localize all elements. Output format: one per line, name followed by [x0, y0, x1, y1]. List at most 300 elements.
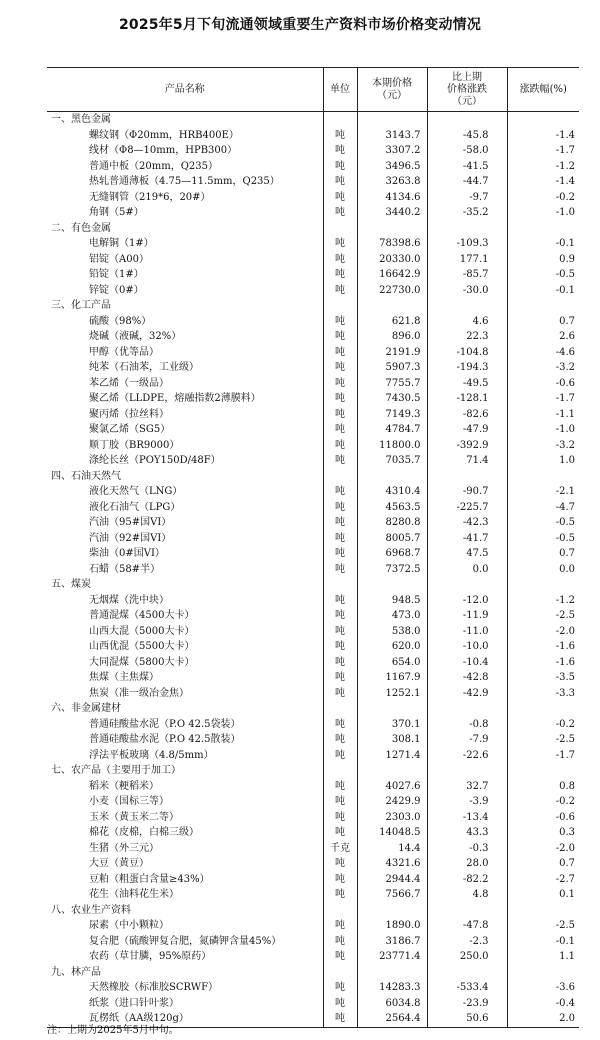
- section-row: [47, 903, 579, 919]
- change-percent-cell: 1.0: [507, 453, 579, 469]
- change-percent-cell: 0.7: [507, 856, 579, 872]
- change-percent-cell: -0.5: [507, 267, 579, 283]
- current-price-cell: 78398.6: [357, 236, 427, 252]
- current-price-cell: 4134.6: [357, 190, 427, 206]
- change-percent-cell: -1.7: [507, 391, 579, 407]
- current-price-cell: 896.0: [357, 329, 427, 345]
- price-table: [47, 67, 579, 1028]
- empty-cell: [427, 112, 507, 128]
- product-name-cell: 生猪（外三元）: [89, 842, 159, 854]
- change-percent-cell: 2.6: [507, 329, 579, 345]
- product-name-cell: 甲醇（优等品）: [89, 346, 159, 358]
- price-change-cell: 250.0: [427, 949, 507, 965]
- current-price-cell: 4310.4: [357, 484, 427, 500]
- section-row: [47, 469, 579, 485]
- product-name-cell: 液化石油气（LPG）: [89, 501, 181, 513]
- product-name-cell: 山西大混（5000大卡）: [89, 625, 195, 637]
- product-name-cell: 无烟煤（洗中块）: [89, 594, 169, 606]
- unit-cell: 吨: [323, 484, 357, 500]
- unit-cell: 吨: [323, 779, 357, 795]
- empty-cell: [323, 763, 357, 779]
- table-row: [47, 732, 579, 748]
- price-change-cell: 4.6: [427, 314, 507, 330]
- product-name-cell: 稻米（粳稻米）: [89, 780, 159, 792]
- unit-cell: 吨: [323, 422, 357, 438]
- price-change-cell: -30.0: [427, 283, 507, 299]
- table-row: [47, 856, 579, 872]
- product-name-cell: 瓦楞纸（AA级120g）: [89, 1013, 189, 1024]
- table-row: [47, 779, 579, 795]
- unit-cell: 吨: [323, 717, 357, 733]
- product-name-cell: 普通硅酸盐水泥（P.O 42.5散装）: [89, 734, 241, 745]
- table-row: [47, 686, 579, 702]
- current-price-cell: 7372.5: [357, 562, 427, 578]
- empty-cell: [357, 965, 427, 981]
- current-price-cell: 2429.9: [357, 794, 427, 810]
- change-percent-cell: 2.0: [507, 1011, 579, 1027]
- product-name-cell: 涤纶长丝（POY150D/48F）: [89, 455, 221, 466]
- price-change-cell: -22.6: [427, 748, 507, 764]
- price-change-cell: -11.0: [427, 624, 507, 640]
- current-price-cell: 3186.7: [357, 934, 427, 950]
- empty-cell: [357, 577, 427, 593]
- section-row: [47, 965, 579, 981]
- current-price-cell: 1271.4: [357, 748, 427, 764]
- price-change-cell: -41.5: [427, 159, 507, 175]
- table-row: [47, 438, 579, 454]
- unit-cell: 吨: [323, 128, 357, 144]
- empty-cell: [507, 701, 579, 717]
- table-header-row: [47, 68, 579, 112]
- current-price-cell: 538.0: [357, 624, 427, 640]
- unit-cell: 吨: [323, 143, 357, 159]
- unit-cell: 吨: [323, 391, 357, 407]
- price-change-cell: -49.5: [427, 376, 507, 392]
- price-change-cell: -392.9: [427, 438, 507, 454]
- product-name-cell: 普通混煤（4500大卡）: [89, 610, 195, 621]
- product-name-cell: 大同混煤（5800大卡）: [89, 656, 195, 668]
- empty-cell: [507, 298, 579, 314]
- table-row: [47, 376, 579, 392]
- current-price-cell: 1890.0: [357, 918, 427, 934]
- unit-cell: 吨: [323, 314, 357, 330]
- product-name-cell: 苯乙烯（一级品）: [89, 377, 169, 389]
- change-percent-cell: -1.2: [507, 159, 579, 175]
- price-change-cell: -85.7: [427, 267, 507, 283]
- table-row: [47, 500, 579, 516]
- change-percent-cell: -1.1: [507, 407, 579, 423]
- price-change-cell: 43.3: [427, 825, 507, 841]
- price-change-cell: -109.3: [427, 236, 507, 252]
- header-change-percent: 涨跌幅(%): [507, 68, 579, 112]
- current-price-cell: 3263.8: [357, 174, 427, 190]
- table-row: [47, 267, 579, 283]
- unit-cell: 吨: [323, 345, 357, 361]
- change-percent-cell: -0.1: [507, 236, 579, 252]
- section-title: 八、农业生产资料: [51, 904, 131, 916]
- price-change-cell: -2.3: [427, 934, 507, 950]
- table-row: [47, 391, 579, 407]
- current-price-cell: 23771.4: [357, 949, 427, 965]
- price-change-cell: -41.7: [427, 531, 507, 547]
- table-row: [47, 236, 579, 252]
- section-row: [47, 577, 579, 593]
- change-percent-cell: -1.4: [507, 128, 579, 144]
- change-percent-cell: -2.0: [507, 841, 579, 857]
- empty-cell: [323, 221, 357, 237]
- current-price-cell: 6968.7: [357, 546, 427, 562]
- product-name-cell: 电解铜（1#）: [89, 238, 154, 249]
- current-price-cell: 3307.2: [357, 143, 427, 159]
- current-price-cell: 7035.7: [357, 453, 427, 469]
- change-percent-cell: 0.3: [507, 825, 579, 841]
- unit-cell: 吨: [323, 205, 357, 221]
- table-row: [47, 670, 579, 686]
- unit-cell: 吨: [323, 593, 357, 609]
- unit-cell: 吨: [323, 190, 357, 206]
- table-row: [47, 314, 579, 330]
- empty-cell: [427, 701, 507, 717]
- empty-cell: [357, 701, 427, 717]
- table-row: [47, 825, 579, 841]
- product-name-cell: 铅锭（1#）: [89, 269, 144, 280]
- current-price-cell: 14.4: [357, 841, 427, 857]
- unit-cell: 吨: [323, 608, 357, 624]
- unit-cell: 吨: [323, 639, 357, 655]
- table-row: [47, 531, 579, 547]
- unit-cell: 吨: [323, 329, 357, 345]
- product-name-cell: 铝锭（A00）: [89, 253, 149, 265]
- change-percent-cell: 0.8: [507, 779, 579, 795]
- table-row: [47, 608, 579, 624]
- change-percent-cell: -2.1: [507, 484, 579, 500]
- section-row: [47, 701, 579, 717]
- product-name-cell: 普通硅酸盐水泥（P.O 42.5袋装）: [89, 718, 241, 730]
- table-row: [47, 252, 579, 268]
- unit-cell: 吨: [323, 872, 357, 888]
- product-name-cell: 烧碱（液碱，32%）: [89, 331, 182, 342]
- empty-cell: [507, 577, 579, 593]
- current-price-cell: 16642.9: [357, 267, 427, 283]
- table-row: [47, 205, 579, 221]
- unit-cell: 吨: [323, 562, 357, 578]
- current-price-cell: 4784.7: [357, 422, 427, 438]
- unit-cell: 吨: [323, 996, 357, 1012]
- current-price-cell: 11800.0: [357, 438, 427, 454]
- unit-cell: 吨: [323, 515, 357, 531]
- current-price-cell: 14048.5: [357, 825, 427, 841]
- section-row: [47, 763, 579, 779]
- table-row: [47, 329, 579, 345]
- unit-cell: 吨: [323, 500, 357, 516]
- section-title: 七、农产品（主要用于加工）: [51, 765, 181, 776]
- unit-cell: 吨: [323, 670, 357, 686]
- price-change-cell: -128.1: [427, 391, 507, 407]
- price-change-cell: 71.4: [427, 453, 507, 469]
- table-row: [47, 918, 579, 934]
- product-name-cell: 柴油（0#国VI）: [89, 548, 165, 559]
- product-name-cell: 天然橡胶（标准胶SCRWF）: [89, 982, 219, 993]
- current-price-cell: 1252.1: [357, 686, 427, 702]
- product-name-cell: 山西优混（5500大卡）: [89, 641, 195, 652]
- product-name-cell: 纯苯（石油苯，工业级）: [89, 362, 199, 373]
- change-percent-cell: -0.2: [507, 717, 579, 733]
- product-name-cell: 农药（草甘膦，95%原药）: [89, 951, 212, 962]
- change-percent-cell: -0.4: [507, 996, 579, 1012]
- product-name-cell: 螺纹钢（Φ20mm，HRB400E）: [89, 129, 239, 141]
- section-title: 五、煤炭: [51, 579, 91, 590]
- section-title: 一、黑色金属: [51, 114, 111, 125]
- price-change-cell: -35.2: [427, 205, 507, 221]
- change-percent-cell: -0.2: [507, 190, 579, 206]
- table-row: [47, 562, 579, 578]
- current-price-cell: 20330.0: [357, 252, 427, 268]
- table-row: [47, 841, 579, 857]
- price-change-cell: -82.2: [427, 872, 507, 888]
- unit-cell: 吨: [323, 794, 357, 810]
- table-row: [47, 949, 579, 965]
- price-change-cell: -42.9: [427, 686, 507, 702]
- unit-cell: 吨: [323, 934, 357, 950]
- unit-cell: 吨: [323, 407, 357, 423]
- table-row: [47, 717, 579, 733]
- change-percent-cell: -0.1: [507, 934, 579, 950]
- current-price-cell: 2191.9: [357, 345, 427, 361]
- unit-cell: 吨: [323, 980, 357, 996]
- unit-cell: 吨: [323, 174, 357, 190]
- product-name-cell: 普通中板（20mm，Q235）: [89, 160, 218, 172]
- current-price-cell: 473.0: [357, 608, 427, 624]
- empty-cell: [323, 965, 357, 981]
- empty-cell: [427, 763, 507, 779]
- change-percent-cell: -2.5: [507, 918, 579, 934]
- change-percent-cell: 0.0: [507, 562, 579, 578]
- price-change-cell: -47.9: [427, 422, 507, 438]
- current-price-cell: 14283.3: [357, 980, 427, 996]
- unit-cell: 吨: [323, 748, 357, 764]
- product-name-cell: 焦煤（主焦煤）: [89, 672, 159, 683]
- product-name-cell: 锌锭（0#）: [89, 284, 144, 296]
- current-price-cell: 308.1: [357, 732, 427, 748]
- product-name-cell: 聚乙烯（LLDPE，熔融指数2薄膜料）: [89, 393, 261, 404]
- price-change-cell: 47.5: [427, 546, 507, 562]
- price-change-cell: -194.3: [427, 360, 507, 376]
- current-price-cell: 4321.6: [357, 856, 427, 872]
- table-row: [47, 748, 579, 764]
- empty-cell: [323, 701, 357, 717]
- price-change-cell: -82.6: [427, 407, 507, 423]
- current-price-cell: 3496.5: [357, 159, 427, 175]
- price-change-cell: -58.0: [427, 143, 507, 159]
- unit-cell: 吨: [323, 531, 357, 547]
- change-percent-cell: 0.7: [507, 546, 579, 562]
- price-change-cell: -7.9: [427, 732, 507, 748]
- header-current-price: 本期价格 （元）: [357, 68, 427, 112]
- table-row: [47, 283, 579, 299]
- section-title: 三、化工产品: [51, 300, 111, 311]
- current-price-cell: 654.0: [357, 655, 427, 671]
- product-name-cell: 花生（油料花生米）: [89, 889, 179, 900]
- price-change-cell: 177.1: [427, 252, 507, 268]
- page-title: 2025年5月下旬流通领域重要生产资料市场价格变动情况: [118, 17, 482, 33]
- current-price-cell: 7566.7: [357, 887, 427, 903]
- price-change-cell: -9.7: [427, 190, 507, 206]
- table-row: [47, 593, 579, 609]
- current-price-cell: 2944.4: [357, 872, 427, 888]
- table-row: [47, 422, 579, 438]
- current-price-cell: 3440.2: [357, 205, 427, 221]
- price-change-cell: -13.4: [427, 810, 507, 826]
- change-percent-cell: -3.3: [507, 686, 579, 702]
- price-change-cell: 28.0: [427, 856, 507, 872]
- table-row: [47, 810, 579, 826]
- empty-cell: [507, 469, 579, 485]
- price-change-cell: 4.8: [427, 887, 507, 903]
- price-change-cell: -10.4: [427, 655, 507, 671]
- product-name-cell: 线材（Φ8—10mm，HPB300）: [89, 145, 238, 156]
- product-name-cell: 小麦（国标三等）: [89, 796, 169, 807]
- section-row: [47, 298, 579, 314]
- empty-cell: [507, 112, 579, 128]
- product-name-cell: 液化天然气（LNG）: [89, 486, 183, 497]
- unit-cell: 吨: [323, 1011, 357, 1027]
- change-percent-cell: -2.0: [507, 624, 579, 640]
- price-change-cell: -47.8: [427, 918, 507, 934]
- change-percent-cell: 0.1: [507, 887, 579, 903]
- current-price-cell: 6034.8: [357, 996, 427, 1012]
- product-name-cell: 大豆（黄豆）: [89, 858, 149, 869]
- table-row: [47, 360, 579, 376]
- section-title: 六、非金属建材: [51, 703, 121, 714]
- product-name-cell: 聚丙烯（拉丝料）: [89, 408, 169, 420]
- price-change-cell: -12.0: [427, 593, 507, 609]
- table-body: [47, 112, 579, 1028]
- empty-cell: [507, 763, 579, 779]
- current-price-cell: 7430.5: [357, 391, 427, 407]
- change-percent-cell: -3.6: [507, 980, 579, 996]
- change-percent-cell: 0.7: [507, 314, 579, 330]
- product-name-cell: 玉米（黄玉米二等）: [89, 811, 179, 823]
- price-change-cell: -3.9: [427, 794, 507, 810]
- table-row: [47, 546, 579, 562]
- unit-cell: 吨: [323, 686, 357, 702]
- unit-cell: 吨: [323, 856, 357, 872]
- price-change-cell: -44.7: [427, 174, 507, 190]
- change-percent-cell: -1.0: [507, 205, 579, 221]
- price-change-cell: -45.8: [427, 128, 507, 144]
- unit-cell: 吨: [323, 267, 357, 283]
- unit-cell: 吨: [323, 252, 357, 268]
- unit-cell: 吨: [323, 453, 357, 469]
- product-name-cell: 顺丁胶（BR9000）: [89, 439, 180, 451]
- change-percent-cell: -1.0: [507, 422, 579, 438]
- product-name-cell: 热轧普通薄板（4.75—11.5mm，Q235）: [89, 176, 280, 187]
- empty-cell: [427, 903, 507, 919]
- unit-cell: 吨: [323, 887, 357, 903]
- product-name-cell: 浮法平板玻璃（4.8/5mm）: [89, 749, 214, 761]
- empty-cell: [323, 298, 357, 314]
- table-row: [47, 794, 579, 810]
- empty-cell: [507, 221, 579, 237]
- empty-cell: [357, 298, 427, 314]
- table-row: [47, 624, 579, 640]
- current-price-cell: 4027.6: [357, 779, 427, 795]
- section-title: 九、林产品: [51, 966, 101, 978]
- change-percent-cell: -0.1: [507, 283, 579, 299]
- table-row: [47, 143, 579, 159]
- change-percent-cell: 0.9: [507, 252, 579, 268]
- price-change-cell: -90.7: [427, 484, 507, 500]
- empty-cell: [427, 469, 507, 485]
- table-row: [47, 887, 579, 903]
- change-percent-cell: -1.2: [507, 593, 579, 609]
- change-percent-cell: -1.7: [507, 143, 579, 159]
- empty-cell: [323, 903, 357, 919]
- price-change-cell: -104.8: [427, 345, 507, 361]
- table-row: [47, 128, 579, 144]
- current-price-cell: 948.5: [357, 593, 427, 609]
- header-unit: 单位: [323, 68, 357, 112]
- table-row: [47, 515, 579, 531]
- section-row: [47, 112, 579, 128]
- product-name-cell: 汽油（92#国VI）: [89, 532, 172, 544]
- product-name-cell: 石蜡（58#半）: [89, 563, 161, 575]
- change-percent-cell: -4.6: [507, 345, 579, 361]
- table-row: [47, 190, 579, 206]
- current-price-cell: 3143.7: [357, 128, 427, 144]
- unit-cell: 吨: [323, 236, 357, 252]
- empty-cell: [507, 965, 579, 981]
- current-price-cell: 2564.4: [357, 1011, 427, 1027]
- product-name-cell: 硫酸（98%）: [89, 315, 152, 327]
- change-percent-cell: -0.5: [507, 515, 579, 531]
- price-change-cell: -42.8: [427, 670, 507, 686]
- empty-cell: [357, 469, 427, 485]
- table-row: [47, 872, 579, 888]
- empty-cell: [323, 577, 357, 593]
- change-percent-cell: -2.7: [507, 872, 579, 888]
- price-change-cell: -0.3: [427, 841, 507, 857]
- unit-cell: 吨: [323, 732, 357, 748]
- section-title: 二、有色金属: [51, 222, 111, 234]
- section-title: 四、石油天然气: [51, 470, 121, 482]
- unit-cell: 吨: [323, 949, 357, 965]
- change-percent-cell: -3.5: [507, 670, 579, 686]
- table-row: [47, 996, 579, 1012]
- unit-cell: 吨: [323, 918, 357, 934]
- empty-cell: [427, 577, 507, 593]
- current-price-cell: 7755.7: [357, 376, 427, 392]
- table-row: [47, 345, 579, 361]
- product-name-cell: 复合肥（硫酸钾复合肥，氮磷钾含量45%）: [89, 935, 282, 947]
- price-change-cell: -23.9: [427, 996, 507, 1012]
- table-row: [47, 407, 579, 423]
- product-name-cell: 聚氯乙烯（SG5）: [89, 424, 171, 435]
- product-name-cell: 豆粕（粗蛋白含量≥43%）: [89, 873, 210, 885]
- price-change-cell: -533.4: [427, 980, 507, 996]
- price-change-cell: 32.7: [427, 779, 507, 795]
- change-percent-cell: -1.6: [507, 639, 579, 655]
- product-name-cell: 尿素（中小颗粒）: [89, 920, 169, 931]
- change-percent-cell: -0.6: [507, 376, 579, 392]
- change-percent-cell: -3.2: [507, 360, 579, 376]
- unit-cell: 吨: [323, 376, 357, 392]
- current-price-cell: 7149.3: [357, 407, 427, 423]
- current-price-cell: 5907.3: [357, 360, 427, 376]
- price-change-cell: -42.3: [427, 515, 507, 531]
- current-price-cell: 8280.8: [357, 515, 427, 531]
- empty-cell: [357, 903, 427, 919]
